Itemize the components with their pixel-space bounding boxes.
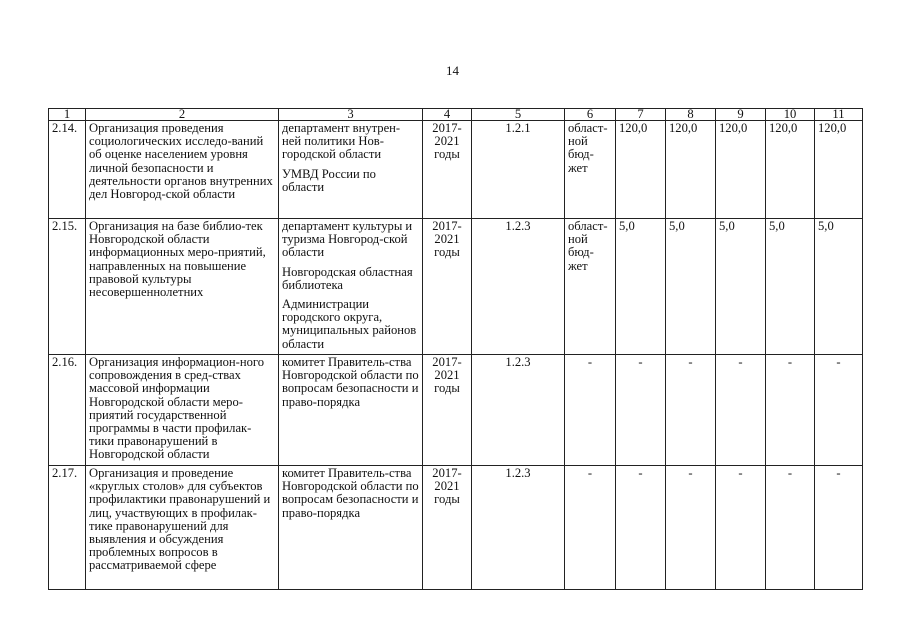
- program-table: [48, 108, 863, 590]
- row-value: -: [666, 355, 716, 466]
- row-description: Организация на базе библио-тек Новгородской области информационных меро-приятий, направленных на повышение правовой культуры несовершеннолетних: [86, 219, 279, 355]
- row-indicator: 1.2.3: [472, 219, 565, 355]
- row-value: -: [766, 466, 815, 590]
- row-value: 120,0: [766, 121, 815, 219]
- row-executors: [279, 355, 423, 466]
- row-value: 5,0: [815, 219, 863, 355]
- row-value: -: [716, 466, 766, 590]
- row-value: -: [616, 466, 666, 590]
- header-cell: 7: [616, 109, 666, 121]
- row-funding-source: -: [565, 466, 616, 590]
- header-cell: 3: [279, 109, 423, 121]
- row-indicator: 1.2.3: [472, 355, 565, 466]
- row-value: 5,0: [666, 219, 716, 355]
- header-cell: 9: [716, 109, 766, 121]
- row-value: 5,0: [616, 219, 666, 355]
- row-number: 2.17.: [49, 466, 86, 590]
- row-period: 2017-2021 годы: [423, 466, 472, 590]
- row-period: 2017-2021 годы: [423, 219, 472, 355]
- row-value: -: [666, 466, 716, 590]
- row-executors: [279, 466, 423, 590]
- header-cell: 10: [766, 109, 815, 121]
- row-value: 5,0: [716, 219, 766, 355]
- row-description: Организация и проведение «круглых столов» для субъектов профилактики правонарушений и лиц, участвующих в профилак-тике правонарушений для выявления и обсуждения проблемных вопросов в рассматриваемой сфере: [86, 466, 279, 590]
- row-value: 120,0: [666, 121, 716, 219]
- header-cell: 4: [423, 109, 472, 121]
- row-value: -: [815, 466, 863, 590]
- header-cell: 8: [666, 109, 716, 121]
- row-period: 2017-2021 годы: [423, 121, 472, 219]
- header-cell: 11: [815, 109, 863, 121]
- row-number: 2.15.: [49, 219, 86, 355]
- header-row: [49, 109, 863, 121]
- row-number: 2.16.: [49, 355, 86, 466]
- row-value: -: [616, 355, 666, 466]
- header-cell: 6: [565, 109, 616, 121]
- row-number: 2.14.: [49, 121, 86, 219]
- row-value: -: [766, 355, 815, 466]
- row-funding-source: -: [565, 355, 616, 466]
- executor: Новгородская областная библиотека: [282, 264, 413, 292]
- executor: комитет Правитель-ства Новгородской области по вопросам безопасности и право-порядка: [282, 466, 419, 520]
- executor: департамент внутрен-ней политики Нов-городской области: [282, 121, 401, 162]
- executor: Администрации городского округа, муниципальных районов области: [282, 297, 417, 351]
- table-row: [49, 355, 863, 466]
- row-indicator: 1.2.3: [472, 466, 565, 590]
- executor: департамент культуры и туризма Новгород-ской области: [282, 219, 413, 260]
- row-indicator: 1.2.1: [472, 121, 565, 219]
- row-value: 120,0: [616, 121, 666, 219]
- row-value: 5,0: [766, 219, 815, 355]
- page-number: 14: [446, 63, 459, 78]
- executor: комитет Правитель-ства Новгородской области по вопросам безопасности и право-порядка: [282, 355, 419, 409]
- row-funding-source: област-ной бюд-жет: [565, 219, 616, 355]
- table-row: [49, 219, 863, 355]
- row-value: -: [815, 355, 863, 466]
- table-row: [49, 466, 863, 590]
- row-executors: [279, 219, 423, 355]
- header-cell: 5: [472, 109, 565, 121]
- row-funding-source: област-ной бюд-жет: [565, 121, 616, 219]
- executor: УМВД России по области: [282, 166, 376, 194]
- table-row: [49, 121, 863, 219]
- row-value: 120,0: [815, 121, 863, 219]
- header-cell: 1: [49, 109, 86, 121]
- row-executors: [279, 121, 423, 219]
- row-period: 2017-2021 годы: [423, 355, 472, 466]
- row-value: 120,0: [716, 121, 766, 219]
- row-description: Организация информацион-ного сопровождения в сред-ствах массовой информации Новгородской области меро-приятий государственной программы в части профилак-тики правонарушений в Новгородской области: [86, 355, 279, 466]
- row-description: Организация проведения социологических исследо-ваний об оценке населением уровня личной безопасности и деятельности органов внутренних дел Новгород-ской области: [86, 121, 279, 219]
- row-value: -: [716, 355, 766, 466]
- header-cell: 2: [86, 109, 279, 121]
